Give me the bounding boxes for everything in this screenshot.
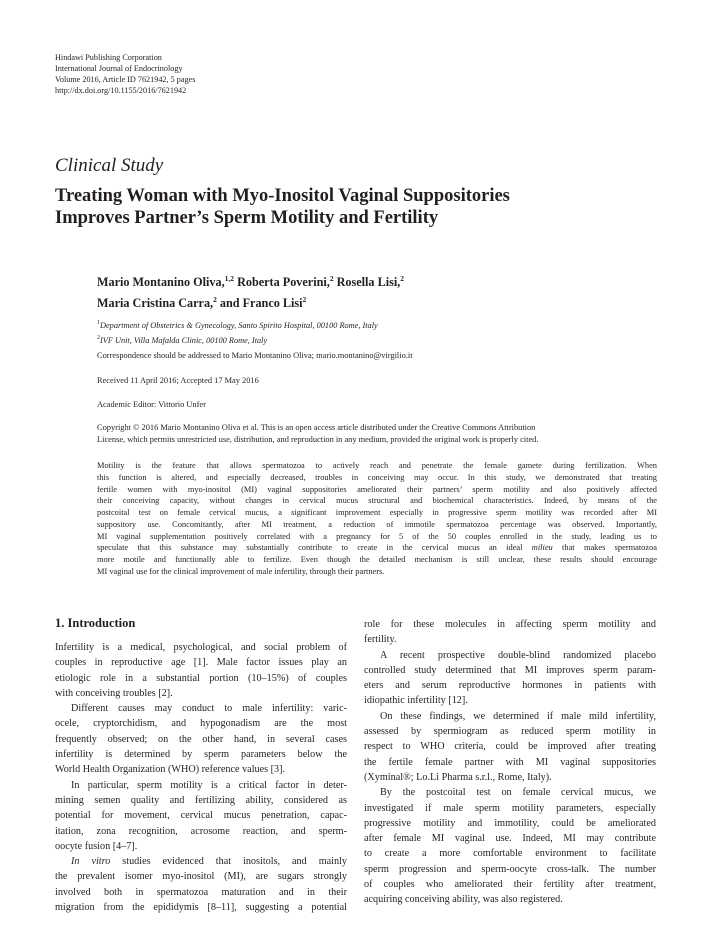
journal-header <box>55 52 195 96</box>
abstract-line: more motile and functionally able to fertilize. Even though the detailed mechanism is still unclear, these results should encourage <box>97 555 657 564</box>
milieu-italic: milieu <box>531 543 553 553</box>
affiliation <box>97 332 378 347</box>
body-line: A recent prospective double-blind randomized placebo <box>380 649 656 661</box>
title-line: Improves Partner’s Sperm Motility and Fertility <box>55 208 439 228</box>
abstract <box>97 460 657 578</box>
doi-link[interactable]: http://dx.doi.org/10.1155/2016/7621942 <box>55 86 187 95</box>
author-list <box>97 270 657 312</box>
abstract-line: postcoital test on female cervical mucus, a significant improvement especially in progressive sperm motility was recorded after MI <box>97 508 657 517</box>
abstract-line: MI vaginal supplementation positively correlated with a pregnancy for 5 of the 50 couples enrolled in the study, leading us to <box>97 531 657 541</box>
body-line: mining semen quality and fertilizing ability, considered as <box>55 794 347 806</box>
body-line: after female MI vaginal use. Indeed, MI may contribute <box>364 833 656 845</box>
affiliation <box>97 317 378 332</box>
article-type: Clinical Study <box>55 155 164 176</box>
body-line: ocele, cryptorchidism, and hypogonadism are the most <box>55 718 347 730</box>
body-line: the prevalent isomer myo-inositol (MI), are sugars strongly <box>55 871 347 883</box>
body-line: couples in reproductive age [1]. Male factor issues play an <box>55 657 347 669</box>
body-line: involved both in spermatozoa maturation and in their <box>55 886 347 898</box>
body-line: (Xyminal®; Lo.Li Pharma s.r.l., Rome, Italy). <box>364 771 552 783</box>
affiliation-text: Department of Obstetrics & Gynecology, Santo Spirito Hospital, 00100 Rome, Italy <box>100 320 378 330</box>
body-line: eters and serum reproductive hormones in patients with <box>364 680 656 692</box>
body-line: assessed by spermiogram as reduced sperm motility in <box>364 726 656 738</box>
body-line: role for these molecules in affecting sperm motility and <box>364 619 656 630</box>
body-line: sperm progression and sperm-oocyte cross-talk. The number <box>364 863 656 875</box>
copyright-line: Copyright © 2016 Mario Montanino Oliva et al. This is an open access article distributed under the Creative Commons Attribution <box>97 423 536 432</box>
author-line <box>97 291 657 312</box>
author-affil-sup: 1,2 <box>224 274 235 283</box>
section-heading: 1. Introduction <box>55 616 136 630</box>
body-line: potential for movement, cervical mucus penetration, capac- <box>55 810 347 822</box>
abstract-line: Motility is the feature that allows spermatozoa to actively reach and penetrate the female gamete during fertilization. When <box>97 461 657 470</box>
author-name: Roberta Poverini, <box>234 275 330 290</box>
body-line: Different causes may conduct to male infertility: varic- <box>71 703 347 715</box>
body-line: In vitro studies evidenced that inositols, and mainly <box>71 856 347 868</box>
body-line: investigated if male sperm motility parameters, especially <box>364 802 656 814</box>
body-line: to create a more comfortable environment to facilitate <box>364 848 656 860</box>
title-line: Treating Woman with Myo-Inositol Vaginal Suppositories <box>55 186 510 206</box>
body-line: of couples who ameliorated their fertility after treatment, <box>364 879 656 891</box>
abstract-line: this function is altered, and especially decreased, troubles in conceiving may occur. In this study, we demonstrated that treating <box>97 472 657 482</box>
article-title <box>55 185 655 229</box>
abstract-line: fertile women with myo-inositol (MI) vaginal suppositories ameliorated their partners’ sperm motility and also positively affected <box>97 484 657 494</box>
affiliation-number: 1 <box>97 320 100 326</box>
received-dates: Received 11 April 2016; Accepted 17 May 2016 <box>97 376 259 385</box>
body-line: migration from the epididymis [8–11], suggesting a potential <box>55 902 347 914</box>
academic-editor: Academic Editor: Vittorio Unfer <box>97 400 206 409</box>
copyright-notice <box>97 422 657 446</box>
abstract-line: speculate that this substance may substantially contribute to create in the cervical mucus an ideal milieu that makes spermatozoa <box>97 543 657 553</box>
body-line: oocyte fusion [4–7]. <box>55 840 138 852</box>
affiliations <box>97 317 378 347</box>
body-line: By the postcoital test on female cervical mucus, we <box>380 787 656 799</box>
body-line: In particular, sperm motility is a critical factor in deter- <box>71 779 347 791</box>
author-affil-sup: 2 <box>329 274 334 283</box>
abstract-line: their conceiving capacity, without changes in cervical mucus structural and biochemical characteristics. Indeed, by means of the <box>97 496 657 506</box>
author-name: and Franco Lisi <box>216 296 303 311</box>
author-name: Maria Cristina Carra, <box>97 296 214 311</box>
volume-line: Volume 2016, Article ID 7621942, 5 pages <box>55 75 196 84</box>
journal-name: International Journal of Endocrinology <box>55 64 183 73</box>
body-line: idiopathic infertility [12]. <box>364 695 468 707</box>
correspondence: Correspondence should be addressed to Mario Montanino Oliva; mario.montanino@virgilio.it <box>97 351 413 360</box>
left-column <box>55 640 347 915</box>
author-affil-sup: 2 <box>302 295 307 305</box>
author-affil-sup: 2 <box>213 295 217 305</box>
body-line: frequently observed; on the other hand, in several cases <box>55 733 347 745</box>
author-name: Rosella Lisi, <box>333 275 401 290</box>
copyright-line: License, which permits unrestricted use, distribution, and reproduction in any medium, provided the original work is properly cited. <box>97 435 539 444</box>
in-vitro-italic: In vitro <box>71 856 111 868</box>
body-line: controlled study determined that MI improves sperm param- <box>364 664 656 676</box>
publisher: Hindawi Publishing Corporation <box>55 53 162 62</box>
affiliation-number: 2 <box>97 334 100 341</box>
author-name: Mario Montanino Oliva, <box>97 275 225 290</box>
author-line <box>97 270 657 291</box>
body-line: infertility is determined by sperm parameters below the <box>55 749 347 761</box>
body-line: etiologic role in a substantial portion (10–15%) of couples <box>55 672 347 684</box>
body-line: On these findings, we determined if male mild infertility, <box>380 710 656 722</box>
affiliation-text: IVF Unit, Villa Mafalda Clinic, 00100 Rome, Italy <box>100 335 268 345</box>
body-line: respect to WHO criteria, could be improved after treating <box>364 741 656 753</box>
body-line: World Health Organization (WHO) reference values [3]. <box>55 764 286 776</box>
body-line: fertility. <box>364 634 397 646</box>
abstract-line: suppository use. Concomitantly, after MI treatment, a reduction of immotile spermatozoa percentage was observed. Importantly, <box>97 519 657 529</box>
body-line: with conceiving troubles [2]. <box>55 687 173 699</box>
body-line: itation, zona recognition, acrosome reaction, and sperm- <box>55 825 347 837</box>
body-line: progressive motility and immotility, could be ameliorated <box>364 817 656 829</box>
author-affil-sup: 2 <box>400 274 405 283</box>
abstract-line: MI vaginal use for the clinical improvement of male infertility, through their partners. <box>97 566 385 576</box>
right-column <box>364 617 656 908</box>
body-line: Infertility is a medical, psychological, and social problem of <box>55 642 347 653</box>
body-line: acquiring conceiving ability, was also registered. <box>364 894 563 906</box>
body-line: the fertile female partner with MI vaginal suppositories <box>364 756 656 768</box>
